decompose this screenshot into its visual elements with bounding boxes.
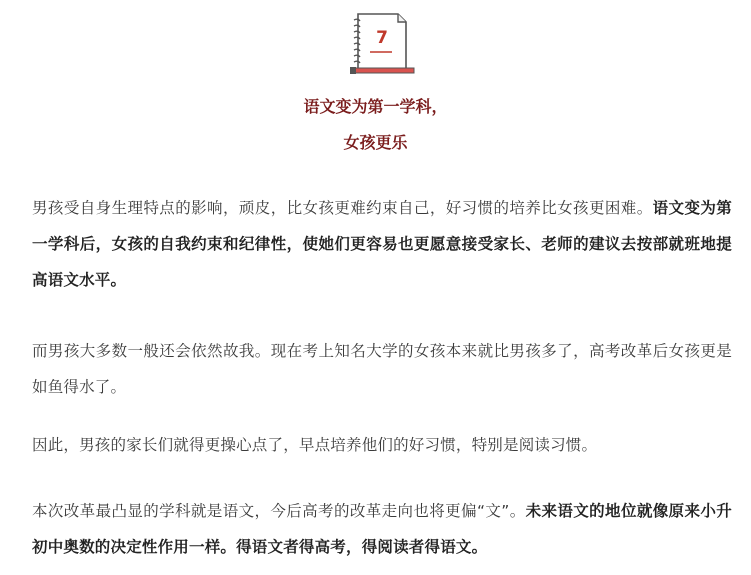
- paragraph-3: [32, 427, 732, 463]
- paragraph-1: [32, 190, 732, 298]
- paragraph-4-normal: 本次改革最凸显的学科就是语文，今后高考的改革走向也将更偏“文”。: [32, 502, 526, 520]
- paragraph-4-bold: 未来语文的地位就像原来小升初中奥数的决定性作用一样。得语文者得高考，得阅读者得语文。: [32, 502, 732, 556]
- paragraph-2-normal: 而男孩大多数一般还会依然故我。现在考上知名大学的女孩本来就比男孩多了，高考改革后女孩更是如鱼得水了。: [32, 342, 732, 396]
- section-number-badge: [350, 12, 416, 76]
- section-heading-line-1: 语文变为第一学科，: [303, 97, 448, 116]
- section-number: 7: [376, 28, 388, 48]
- paragraph-4: [32, 493, 732, 565]
- paragraph-1-normal: 男孩受自身生理特点的影响，顽皮，比女孩更难约束自己，好习惯的培养比女孩更困难。: [32, 199, 653, 217]
- paragraph-3-normal: 因此，男孩的家长们就得更操心点了，早点培养他们的好习惯，特别是阅读习惯。: [32, 436, 598, 454]
- paragraph-1-bold: 语文变为第一学科后，女孩的自我约束和纪律性，使她们更容易也更愿意接受家长、老师的建议去按部就班地提高语文水平。: [32, 199, 732, 289]
- paragraph-2: [32, 333, 732, 405]
- section-heading-line-2: 女孩更乐: [343, 133, 408, 152]
